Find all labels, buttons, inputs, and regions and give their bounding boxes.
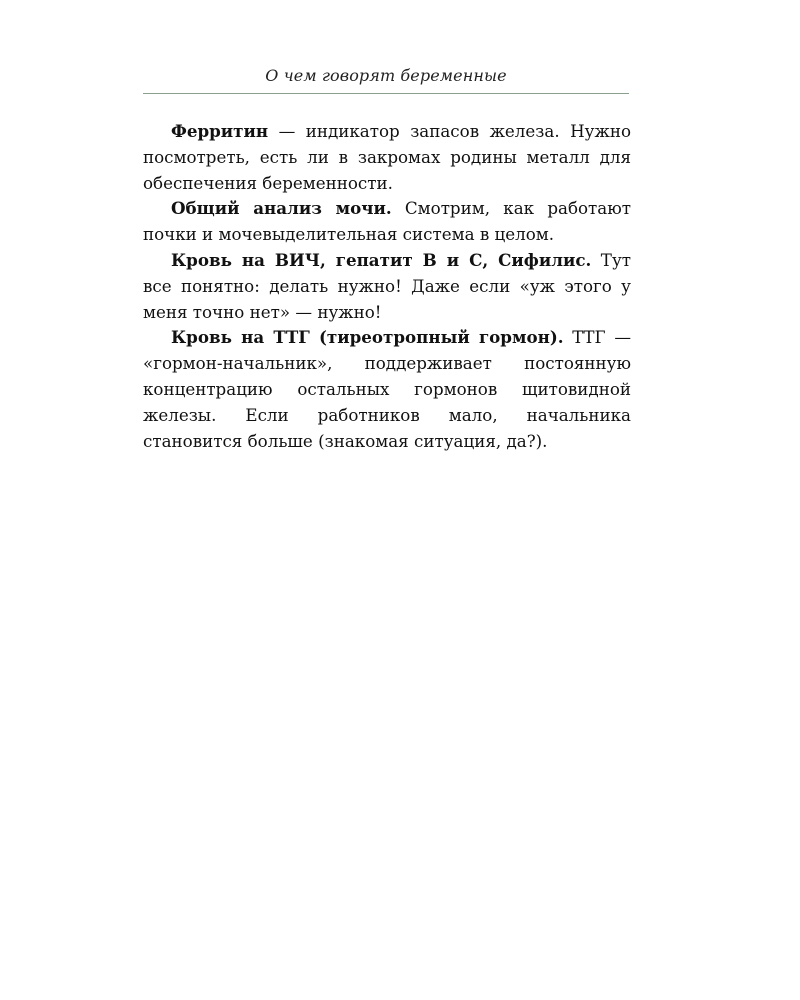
paragraph-lead: Общий анализ мочи. <box>171 198 392 219</box>
paragraph-infections <box>143 248 631 325</box>
paragraph-text: — индикатор запасов железа. Нужно посмотреть, есть ли в закромах родины металл для обеспечения беременности. <box>143 121 631 193</box>
body-text <box>143 119 631 454</box>
paragraph-text: Смотрим, как работают почки и мочевыделительная система в целом. <box>143 198 631 245</box>
paragraph-ferritin <box>143 119 631 196</box>
paragraph-urinalysis <box>143 196 631 248</box>
paragraph-lead: Кровь на ВИЧ, гепатит В и С, Сифилис. <box>171 249 592 270</box>
paragraph-lead: Ферритин <box>171 121 269 141</box>
header-rule <box>143 93 629 94</box>
paragraph-text: Тут все понятно: делать нужно! Даже если «уж этого у меня точно нет» — нужно! <box>143 249 631 322</box>
paragraph-text: ТТГ — «гормон-начальник», поддерживает постоянную концентрацию остальных гормонов щитовидной железы. Если работников мало, начальника становится больше (знакомая ситуация, да?). <box>143 327 632 451</box>
paragraph-lead: Кровь на ТТГ (тиреотропный гормон). <box>171 327 564 348</box>
paragraph-tsh <box>143 325 631 454</box>
running-head: О чем говорят беременные <box>265 66 507 85</box>
